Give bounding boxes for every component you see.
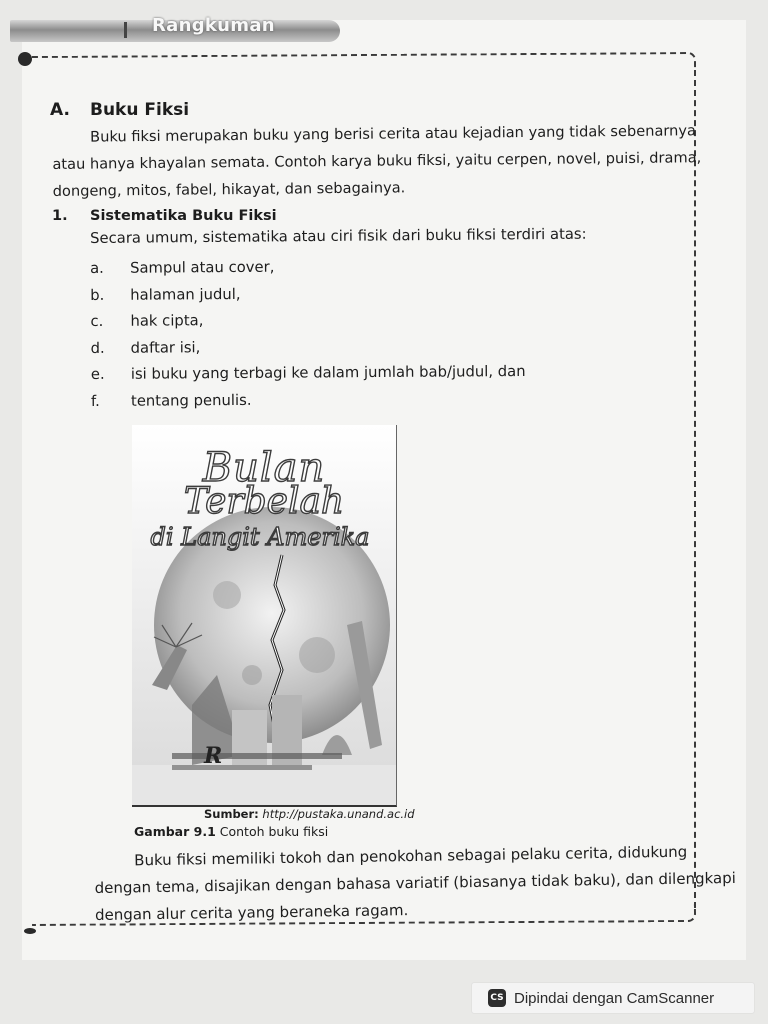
frame-dot-bottom xyxy=(24,928,36,934)
list-text: hak cipta, xyxy=(130,312,204,330)
cover-title-line1: Bulan xyxy=(202,445,326,491)
caption-text: Contoh buku fiksi xyxy=(219,824,329,839)
source-label: Sumber: xyxy=(204,807,259,821)
closing-line: dengan alur cerita yang beraneka ragam. xyxy=(94,901,409,924)
cover-title-line2: Terbelah xyxy=(183,481,345,522)
camscanner-logo-icon: CS xyxy=(488,989,506,1007)
subsection-number: 1. xyxy=(52,208,68,224)
subsection-title: Sistematika Buku Fiksi xyxy=(90,208,277,224)
intro-line: dongeng, mitos, fabel, hikayat, dan sebagainya. xyxy=(52,179,406,200)
list-marker: d. xyxy=(90,339,105,357)
list-marker: a. xyxy=(90,259,104,277)
list-text: tentang penulis. xyxy=(130,391,252,410)
cover-title-line3: di Langit Amerika xyxy=(150,523,370,551)
intro-line: Buku fiksi merupakan buku yang berisi cerita atau kejadian yang tidak sebenarnya xyxy=(90,122,697,146)
section-letter: A. xyxy=(50,100,70,120)
figure-source xyxy=(204,804,415,824)
source-url: http://pustaka.unand.ac.id xyxy=(262,807,415,821)
header-divider xyxy=(124,22,127,38)
publisher-logo-icon: R xyxy=(204,743,223,769)
list-marker: e. xyxy=(90,365,105,383)
list-text: daftar isi, xyxy=(130,338,201,357)
list-text: isi buku yang terbagi ke dalam jumlah bab/judul, dan xyxy=(130,362,526,383)
closing-line: Buku fiksi memiliki tokoh dan penokohan sebagai pelaku cerita, didukung xyxy=(134,842,688,870)
section-title: Buku Fiksi xyxy=(90,100,190,120)
list-marker: c. xyxy=(90,312,104,330)
camscanner-watermark xyxy=(472,983,754,1013)
closing-line: dengan tema, disajikan dengan bahasa variatif (biasanya tidak baku), dan dilengkapi xyxy=(94,868,736,897)
caption-label: Gambar 9.1 xyxy=(134,824,216,839)
intro-paragraph xyxy=(52,117,705,205)
subsection-intro: Secara umum, sistematika atau ciri fisik dari buku fiksi terdiri atas: xyxy=(90,225,587,247)
camscanner-text: Dipindai dengan CamScanner xyxy=(514,989,715,1007)
list-text: halaman judul, xyxy=(130,285,241,304)
frame-dot-top xyxy=(18,52,32,66)
closing-paragraph xyxy=(94,838,736,929)
book-cover-image xyxy=(132,425,397,807)
figure-caption xyxy=(134,822,328,842)
intro-line: atau hanya khayalan semata. Contoh karya buku fiksi, yaitu cerpen, novel, puisi, drama, xyxy=(52,149,702,173)
header-title: Rangkuman xyxy=(152,15,275,36)
list-marker: b. xyxy=(90,286,105,304)
list-text: Sampul atau cover, xyxy=(130,258,275,277)
list-marker: f. xyxy=(90,392,100,410)
